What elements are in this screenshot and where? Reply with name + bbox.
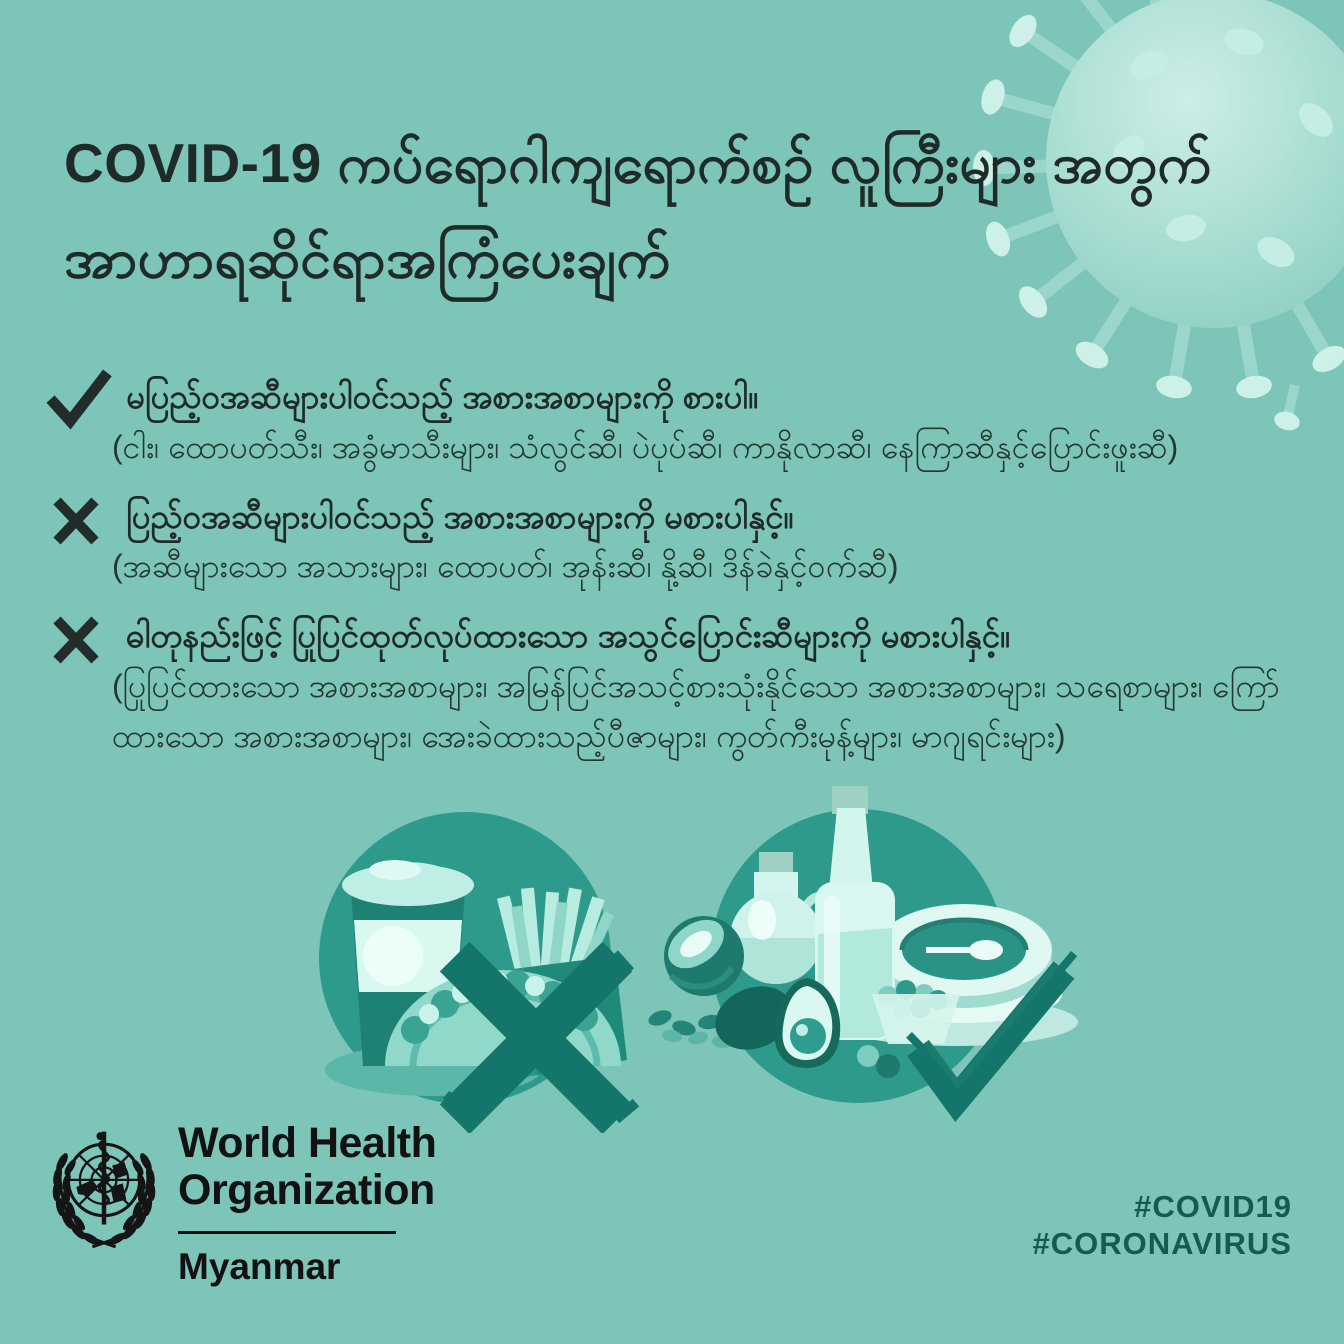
who-emblem-icon <box>46 1124 162 1250</box>
hashtag-block <box>1033 1188 1292 1262</box>
hashtag-coronavirus: #CORONAVIRUS <box>1032 1226 1292 1262</box>
cross-icon <box>48 492 104 548</box>
healthy-food-illustration <box>626 780 1088 1130</box>
unhealthy-food-illustration <box>293 798 645 1133</box>
who-organization-name: World Health Organization <box>178 1119 437 1215</box>
advice-heading: ပြည့်ဝအဆီများပါဝင်သည့် အစားအစာများကို မစားပါနှင့်။ <box>126 497 794 535</box>
who-country-office: Myanmar <box>178 1245 341 1287</box>
advice-list <box>48 372 1303 781</box>
poster-title: COVID-19 ကပ်ရောဂါကျရောက်စဉ် လူကြီးများ အတွက် အာဟာရဆိုင်ရာအကြံပေးချက် <box>64 132 1212 289</box>
check-icon <box>44 366 114 430</box>
advice-item-eat-unsaturated-fats <box>48 372 1303 472</box>
advice-heading: မပြည့်ဝအဆီများပါဝင်သည့် အစားအစာများကို စားပါ။ <box>126 378 758 415</box>
advice-heading: ဓါတုနည်းဖြင့် ပြုပြင်ထုတ်လုပ်ထားသော အသွင်ပြောင်းဆီများကို မစားပါနှင့်။ <box>126 617 1010 655</box>
who-divider <box>178 1231 396 1234</box>
advice-item-avoid-saturated-fats <box>48 492 1303 592</box>
advice-detail: (ပြုပြင်ထားသော အစားအစာများ၊ အမြန်ပြင်အသင့်စားသုံးနိုင်သော အစားအစာများ၊ သရေစာများ၊ ကြော်ထားသော အစားအစာများ၊ အေးခဲထားသည့်ပီဇာများ၊ ကွတ်ကီးမုန့်များ၊ မာဂျရင်းများ) <box>112 667 1280 755</box>
who-identity-block <box>46 1116 468 1288</box>
advice-detail: (ငါး၊ ထောပတ်သီး၊ အခွံမာသီးများ၊ သံလွင်ဆီ၊ ပဲပုပ်ဆီ၊ ကာနိုလာဆီ၊ နေကြာဆီနှင့်ပြောင်းဖူးဆီ) <box>112 428 1179 465</box>
illustration-band <box>0 780 1344 1140</box>
advice-detail: (အဆီများသော အသားများ၊ ထောပတ်၊ အုန်းဆီ၊ နို့ဆီ၊ ဒိန်ခဲနှင့်ဝက်ဆီ) <box>112 548 899 585</box>
who-text-block <box>178 1116 468 1288</box>
hashtag-covid19: #COVID19 <box>1134 1189 1292 1224</box>
advice-item-avoid-trans-fats <box>48 611 1303 761</box>
cross-icon <box>48 611 104 667</box>
